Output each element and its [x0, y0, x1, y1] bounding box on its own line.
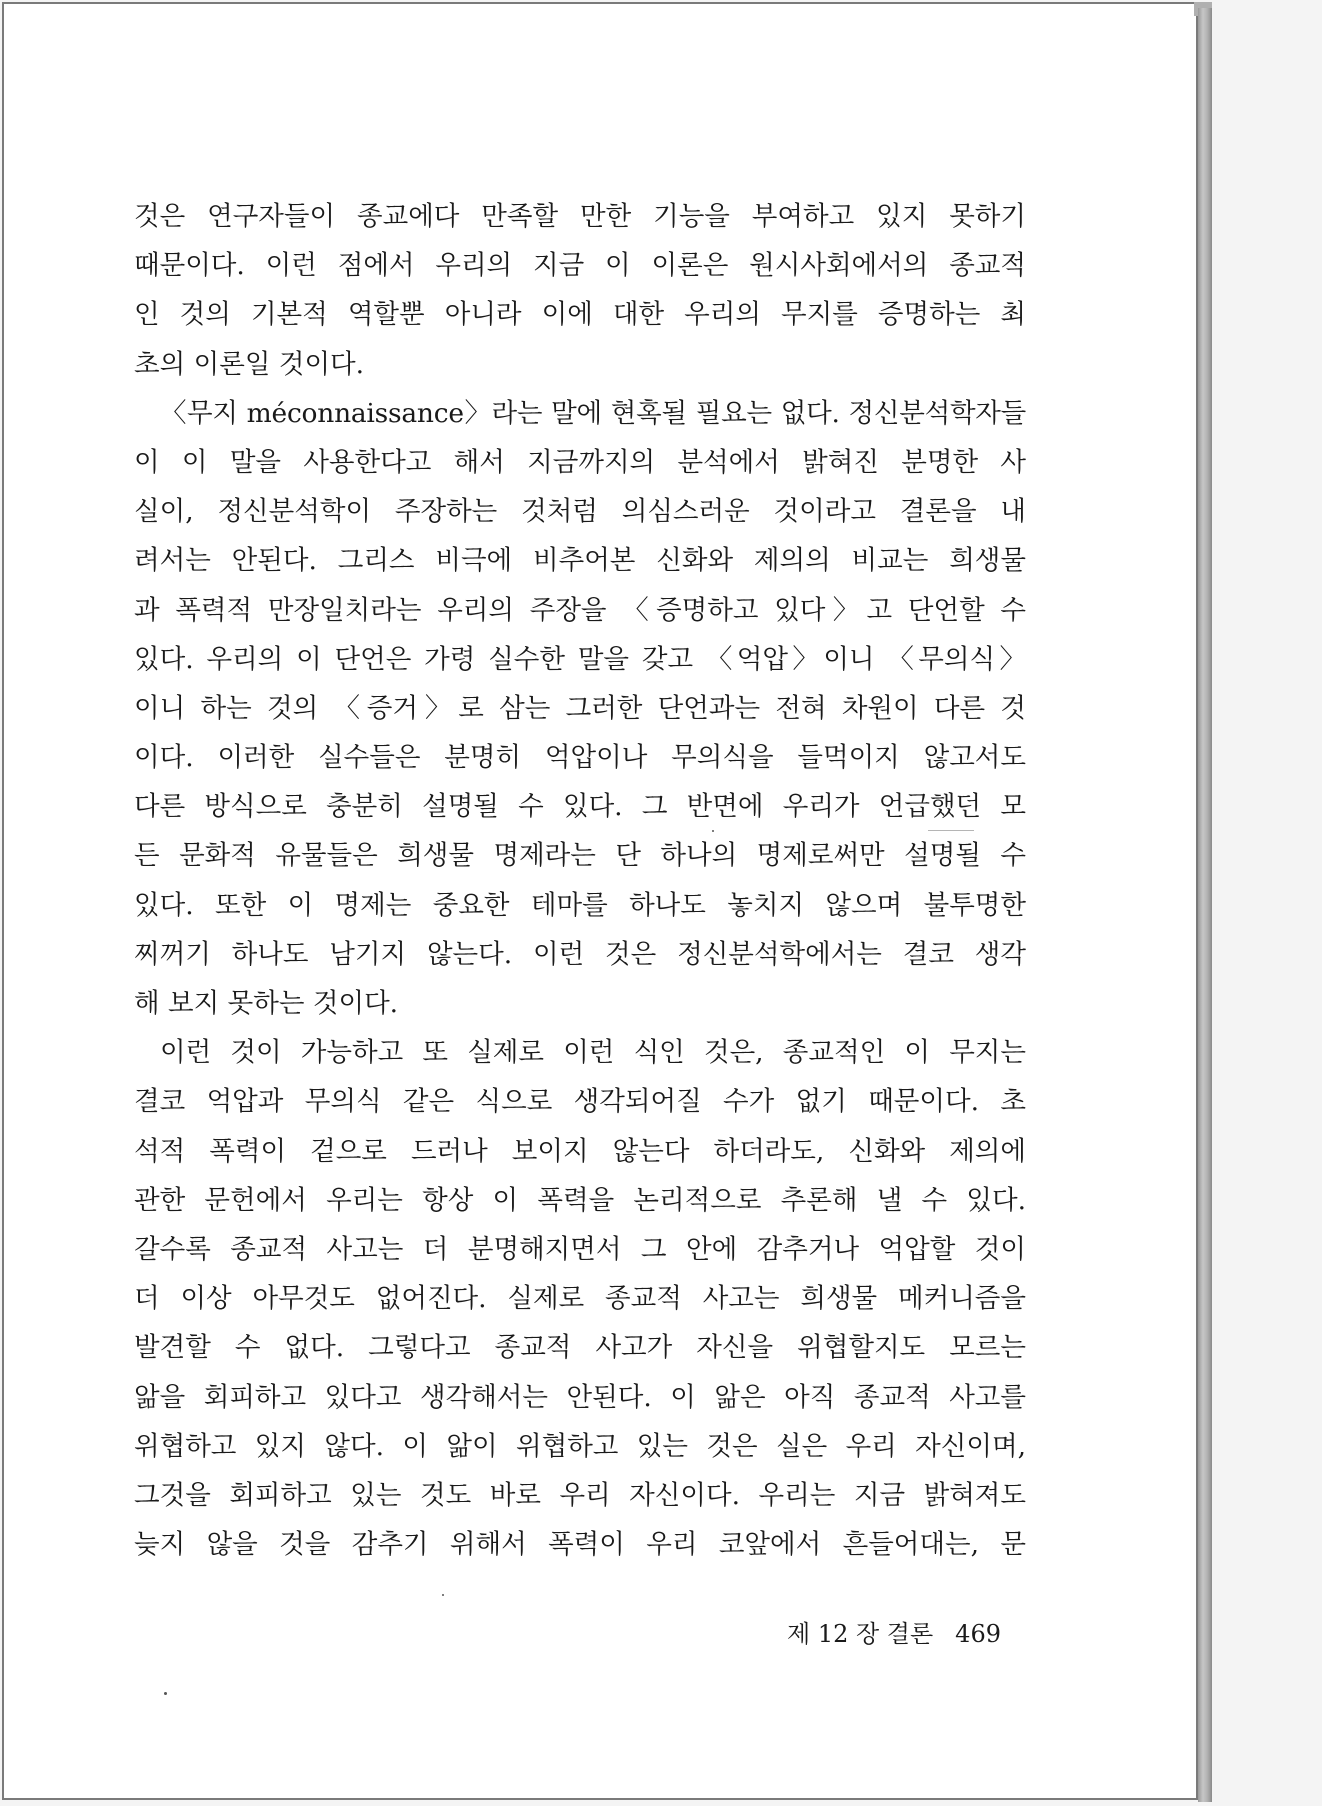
text-line: 있다. 우리의 이 단언은 가령 실수한 말을 갖고 〈억압〉이니 〈무의식〉 [134, 643, 1026, 675]
text-line: 찌꺼기 하나도 남기지 않는다. 이런 것은 정신분석학에서는 결코 생각 [134, 938, 1026, 970]
text-line: 있다. 또한 이 명제는 중요한 테마를 하나도 놓치지 않으며 불투명한 [134, 889, 1026, 921]
text-line: 이 이 말을 사용한다고 해서 지금까지의 분석에서 밝혀진 분명한 사 [134, 446, 1026, 478]
text-line: 과 폭력적 만장일치라는 우리의 주장을 〈증명하고 있다〉고 단언할 수 [134, 594, 1026, 626]
text-line: 위협하고 있지 않다. 이 앎이 위협하고 있는 것은 실은 우리 자신이며, [134, 1430, 1026, 1462]
text-line: 이니 하는 것의 〈증거〉로 삼는 그러한 단언과는 전혀 차원이 다른 것 [134, 692, 1026, 724]
text-line: 려서는 안된다. 그리스 비극에 비추어본 신화와 제의의 비교는 희생물 [134, 545, 1026, 577]
text-line: 든 문화적 유물들은 희생물 명제라는 단 하나의 명제로써만 설명될 수 [134, 840, 1026, 872]
page-number: 469 [955, 1620, 1001, 1648]
text-line: 인 것의 기본적 역할뿐 아니라 이에 대한 우리의 무지를 증명하는 최 [134, 299, 1026, 331]
scan-speck [442, 1594, 444, 1596]
text-line: 결코 억압과 무의식 같은 식으로 생각되어질 수가 없기 때문이다. 초 [134, 1086, 1026, 1118]
scan-speck [712, 830, 714, 832]
text-line: 것은 연구자들이 종교에다 만족할 만한 기능을 부여하고 있지 못하기 [134, 201, 1026, 232]
text-line: 앎을 회피하고 있다고 생각해서는 안된다. 이 앎은 아직 종교적 사고를 [134, 1381, 1026, 1413]
page-footer [787, 1614, 1001, 1649]
text-line: 석적 폭력이 겉으로 드러나 보이지 않는다 하더라도, 신화와 제의에 [134, 1135, 1026, 1167]
text-line: 더 이상 아무것도 없어진다. 실제로 종교적 사고는 희생물 메커니즘을 [134, 1283, 1026, 1315]
text-line: 이런 것이 가능하고 또 실제로 이런 식인 것은, 종교적인 이 무지는 [160, 1037, 1026, 1069]
text-line: 초의 이론일 것이다. [134, 348, 365, 380]
body-text [134, 192, 1026, 1569]
text-line: 실이, 정신분석학이 주장하는 것처럼 의심스러운 것이라고 결론을 내 [134, 496, 1026, 528]
text-line: 늦지 않을 것을 감추기 위해서 폭력이 우리 코앞에서 흔들어대는, 문 [134, 1529, 1026, 1561]
chapter-title: 제 12 장 결론 [787, 1620, 934, 1648]
text-line: 〈무지 méconnaissance〉라는 말에 현혹될 필요는 없다. 정신분석학자들 [160, 397, 1026, 429]
page-edge [1198, 8, 1212, 1802]
book-page [2, 2, 1198, 1800]
text-line: 관한 문헌에서 우리는 항상 이 폭력을 논리적으로 추론해 낼 수 있다. [134, 1184, 1026, 1216]
text-line: 때문이다. 이런 점에서 우리의 지금 이 이론은 원시사회에서의 종교적 [134, 250, 1026, 282]
scan-speck [164, 1692, 167, 1695]
text-line: 해 보지 못하는 것이다. [134, 988, 399, 1019]
text-line: 이다. 이러한 실수들은 분명히 억압이나 무의식을 들먹이지 않고서도 [134, 742, 1026, 774]
text-line: 그것을 회피하고 있는 것도 바로 우리 자신이다. 우리는 지금 밝혀져도 [134, 1479, 1026, 1511]
text-line: 발견할 수 없다. 그렇다고 종교적 사고가 자신을 위협할지도 모르는 [134, 1332, 1026, 1364]
text-line: 다른 방식으로 충분히 설명될 수 있다. 그 반면에 우리가 언급했던 모 [134, 791, 1026, 823]
text-line: 갈수록 종교적 사고는 더 분명해지면서 그 안에 감추거나 억압할 것이 [134, 1233, 1026, 1265]
scan-mark [928, 830, 974, 831]
